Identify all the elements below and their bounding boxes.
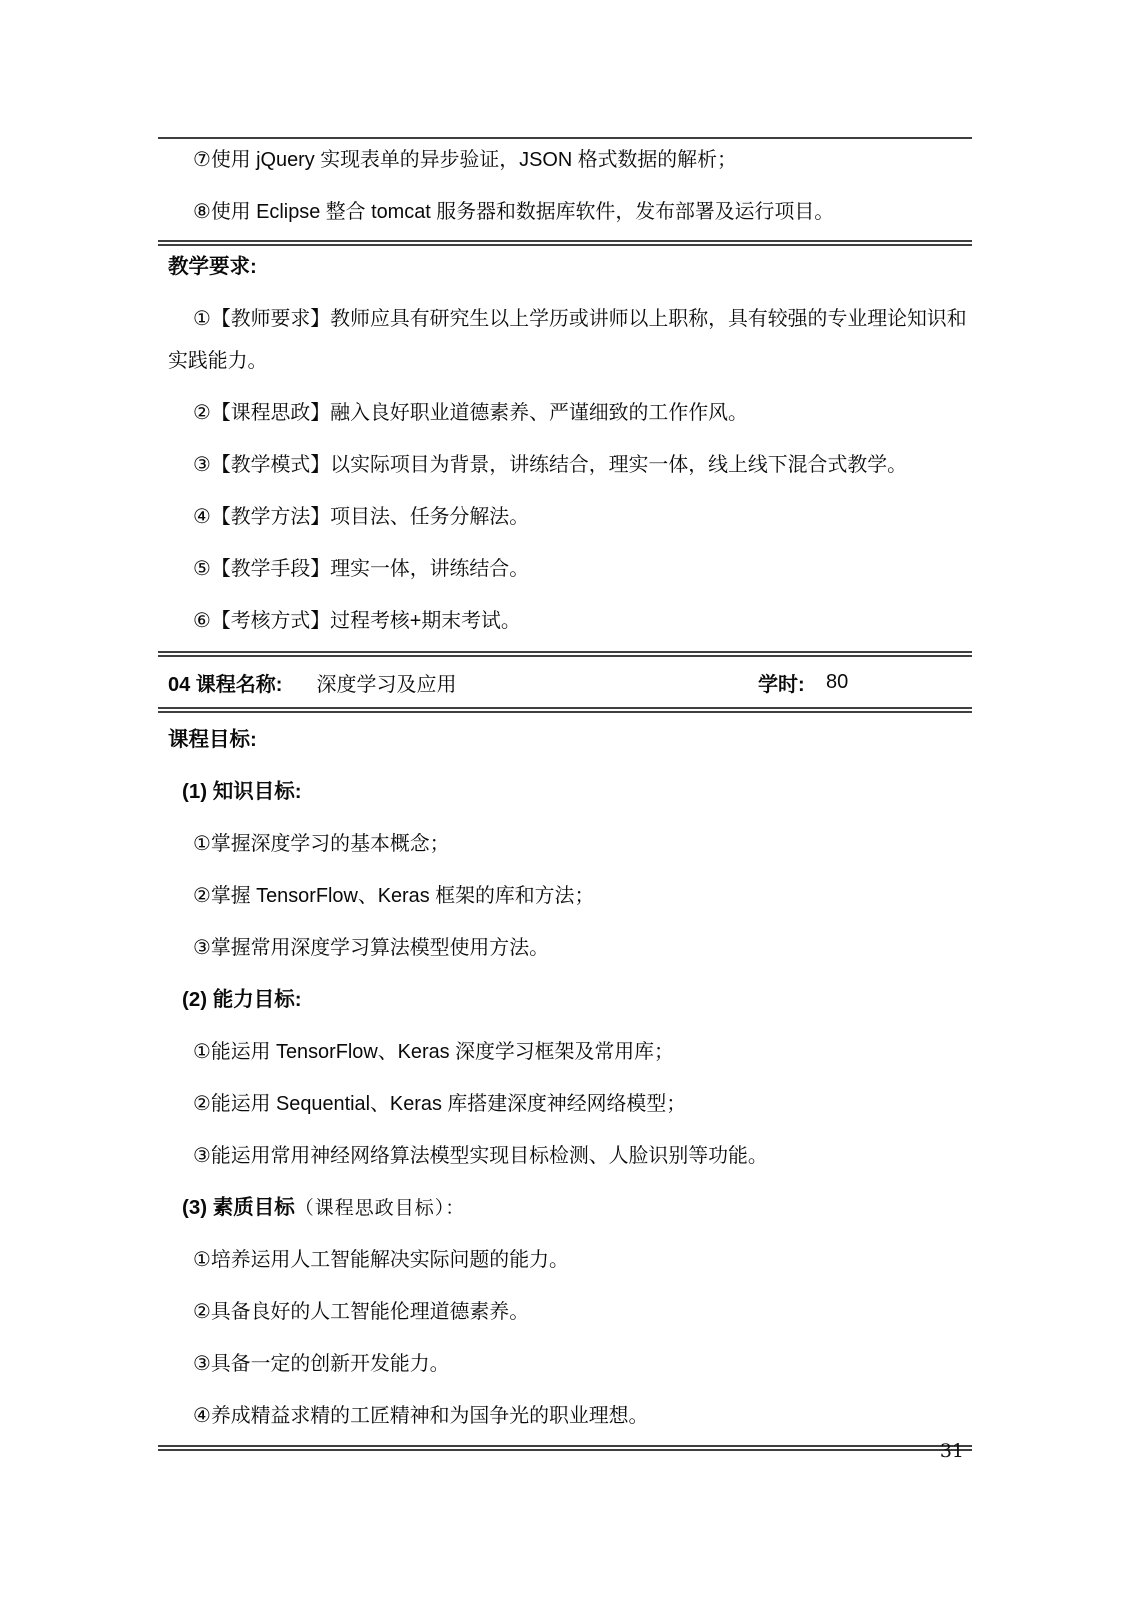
subsection-ability-objectives-title	[158, 979, 972, 1021]
document-body	[158, 137, 972, 1451]
list-item: ④养成精益求精的工匠精神和为国争光的职业理想。	[193, 1405, 649, 1427]
subsection-title-text: (3) 素质目标	[182, 1196, 295, 1219]
list-item: ⑦使用 jQuery 实现表单的异步验证，JSON 格式数据的解析；	[193, 149, 737, 171]
list-item: ①培养运用人工智能解决实际问题的能力。	[193, 1249, 569, 1271]
list-item: ⑥【考核方式】过程考核+期末考试。	[193, 610, 521, 632]
subsection-title-text: (2) 能力目标:	[182, 988, 302, 1011]
course-name: 深度学习及应用	[316, 673, 457, 696]
course-header-row	[158, 651, 972, 713]
list-item: ②掌握 TensorFlow、Keras 框架的库和方法；	[193, 885, 595, 907]
list-item: ②能运用 Sequential、Keras 库搭建深度神经网络模型；	[193, 1093, 687, 1115]
list-item: ①掌握深度学习的基本概念；	[193, 833, 450, 855]
course-hours-value: 80	[826, 670, 849, 693]
subsection-title-suffix: （课程思政目标）：	[294, 1197, 466, 1219]
list-item: ③具备一定的创新开发能力。	[193, 1353, 450, 1375]
subsection-title-text: (1) 知识目标:	[182, 780, 302, 803]
page-number: 31	[939, 1440, 964, 1462]
course-objectives-title: 课程目标:	[168, 728, 257, 751]
section-teaching-requirements	[158, 240, 972, 651]
section-prev-course-items	[158, 137, 972, 240]
subsection-quality-objectives-title	[158, 1187, 972, 1229]
list-item: ②【课程思政】融入良好职业道德素养、严谨细致的工作作风。	[193, 402, 748, 424]
list-item: ②具备良好的人工智能伦理道德素养。	[193, 1301, 530, 1323]
course-number-label: 04 课程名称:	[168, 673, 283, 696]
list-item: ⑤【教学手段】理实一体，讲练结合。	[193, 558, 530, 580]
list-item: ③能运用常用神经网络算法模型实现目标检测、人脸识别等功能。	[193, 1145, 768, 1167]
teaching-requirements-title: 教学要求:	[168, 255, 257, 278]
section-course-objectives	[158, 713, 972, 1451]
list-item: ①能运用 TensorFlow、Keras 深度学习框架及常用库；	[193, 1041, 674, 1063]
list-item: ④【教学方法】项目法、任务分解法。	[193, 506, 530, 528]
list-item: ③掌握常用深度学习算法模型使用方法。	[193, 937, 549, 959]
list-item: ③【教学模式】以实际项目为背景，讲练结合，理实一体，线上线下混合式教学。	[193, 454, 908, 476]
course-hours-label: 学时:	[758, 673, 805, 696]
list-item: ⑧使用 Eclipse 整合 tomcat 服务器和数据库软件，发布部署及运行项目。	[193, 201, 835, 223]
subsection-knowledge-objectives-title	[158, 771, 972, 813]
list-item: ①【教师要求】教师应具有研究生以上学历或讲师以上职称，具有较强的专业理论知识和实践能力。	[168, 308, 967, 372]
